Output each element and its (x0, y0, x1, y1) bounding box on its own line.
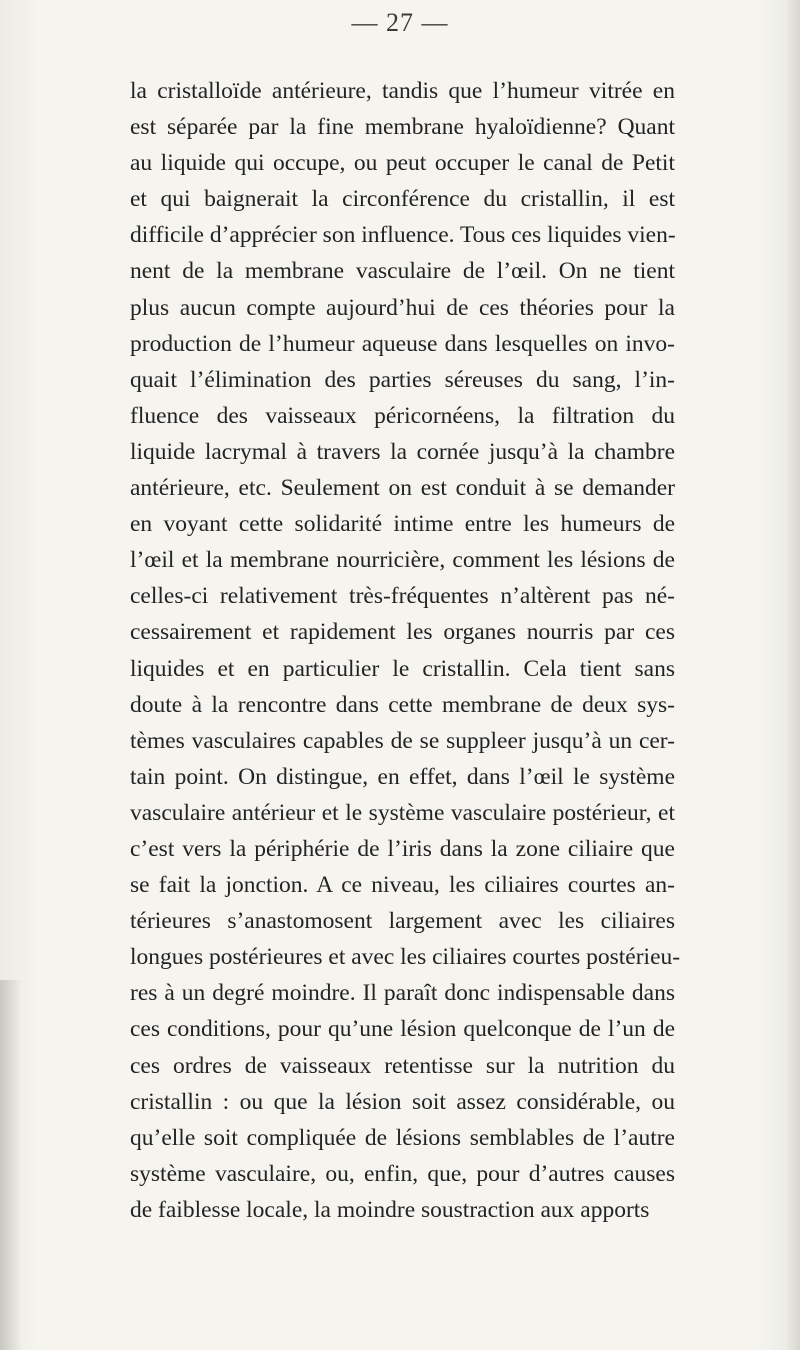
text-line: est séparée par la fine membrane hyaloïdienne? Quant (130, 114, 675, 141)
text-line: antérieure, etc. Seulement on est conduit à se demander (130, 475, 675, 502)
page-number: — 27 — (351, 8, 449, 37)
text-line: production de l’humeur aqueuse dans lesquelles on invo- (130, 330, 675, 357)
text-line: se fait la jonction. A ce niveau, les ciliaires courtes an- (130, 872, 675, 899)
body-text (130, 73, 681, 1228)
text-line: tain point. On distingue, en effet, dans l’œil le système (130, 763, 675, 790)
text-line: ces ordres de vaisseaux retentisse sur la nutrition du (130, 1052, 675, 1079)
text-line: système vasculaire, ou, enfin, que, pour d’autres causes (130, 1160, 675, 1187)
text-line: celles-ci relativement très-fréquentes n’altèrent pas né- (130, 583, 675, 610)
text-line: difficile d’apprécier son influence. Tous ces liquides vien- (130, 222, 676, 249)
text-line: l’œil et la membrane nourricière, comment les lésions de (130, 547, 675, 574)
text-line: la cristalloïde antérieure, tandis que l’humeur vitrée en (130, 78, 675, 104)
text-line: de faiblesse locale, la moindre soustraction aux apports (130, 1196, 650, 1223)
binding-shadow (0, 980, 22, 1350)
text-line: qu’elle soit compliquée de lésions semblables de l’autre (130, 1124, 675, 1151)
page-edge-shadow (786, 0, 800, 1350)
text-line: ces conditions, pour qu’une lésion quelconque de l’un de (130, 1016, 675, 1043)
text-line: quait l’élimination des parties séreuses du sang, l’in- (130, 366, 675, 393)
text-line: en voyant cette solidarité intime entre les humeurs de (130, 511, 675, 538)
text-line: cessairement et rapidement les organes nourris par ces (130, 619, 675, 646)
text-line: et qui baignerait la circonférence du cristallin, il est (130, 186, 675, 213)
text-line: longues postérieures et avec les ciliaires courtes postérieu- (130, 944, 681, 971)
text-line: plus aucun compte aujourd’hui de ces théories pour la (130, 294, 675, 321)
text-line: fluence des vaisseaux péricornéens, la filtration du (130, 402, 675, 429)
text-line: vasculaire antérieur et le système vasculaire postérieur, et (130, 799, 675, 826)
text-line: res à un degré moindre. Il paraît donc indispensable dans (130, 980, 675, 1007)
text-line: au liquide qui occupe, ou peut occuper le canal de Petit (130, 150, 675, 177)
text-line: tèmes vasculaires capables de se suppleer jusqu’à un cer- (130, 727, 675, 754)
text-line: cristallin : ou que la lésion soit assez considérable, ou (130, 1088, 675, 1115)
text-line: doute à la rencontre dans cette membrane de deux sys- (130, 691, 675, 718)
text-line: nent de la membrane vasculaire de l’œil. On ne tient (130, 258, 675, 285)
text-line: liquides et en particulier le cristallin. Cela tient sans (130, 655, 675, 682)
text-line: térieures s’anastomosent largement avec les ciliaires (130, 908, 675, 935)
text-line: c’est vers la périphérie de l’iris dans la zone ciliaire que (130, 835, 675, 862)
text-line: liquide lacrymal à travers la cornée jusqu’à la chambre (130, 438, 675, 465)
